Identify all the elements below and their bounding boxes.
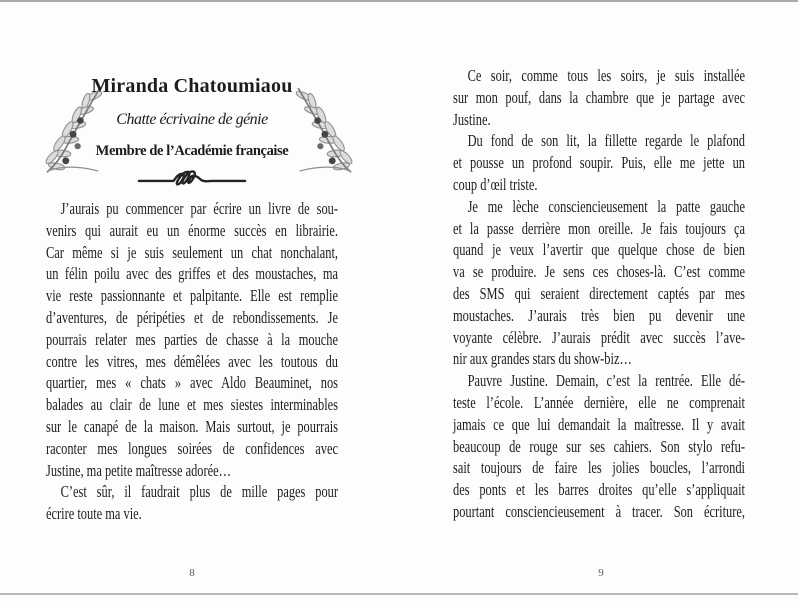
- text-line: C’est sûr, il faudrait plus de mille pages pour: [60, 482, 338, 502]
- text-line: Je me lèche consciencieusement la patte gauche: [467, 196, 745, 216]
- author-subtitle: Chatte écrivaine de génie: [116, 111, 268, 128]
- text-line: pourtant consciencieusement à tracer. Son écriture,: [453, 501, 745, 521]
- page-number-right: 9: [598, 567, 604, 579]
- page-number-left: 8: [189, 567, 195, 579]
- paragraph: [453, 370, 745, 523]
- text-line: des SMS qui seraient directement captés par mes: [453, 283, 745, 303]
- text-line: voyante célèbre. J’aurais prédit avec succès l’ave-: [453, 327, 745, 347]
- text-line: un félin poilu avec des griffes et des moustaches, ma: [46, 264, 338, 284]
- top-edge-line: [0, 0, 798, 2]
- text-line: moustaches. J’aurais très bien pu devenir une: [453, 305, 745, 325]
- text-line: venirs qui aurait eu un énorme succès en librairie.: [46, 220, 338, 240]
- text-line: sur le canapé de la maison. Mais surtout, je pourrais: [46, 416, 338, 436]
- paragraph: [46, 198, 338, 481]
- right-page-text: [453, 65, 745, 523]
- author-name: Miranda Chatoumiaou: [91, 75, 293, 97]
- text-line: Justine, ma petite maîtresse adorée…: [46, 460, 232, 480]
- text-line: des ponts et les barres droites qu’elle s’appliquait: [453, 480, 745, 500]
- text-line: teste l’école. L’année dernière, elle ne comprenait: [453, 392, 745, 412]
- text-line: contre les vitres, mes démêlées avec les toutous du: [46, 351, 338, 371]
- bottom-edge-line: [0, 593, 798, 595]
- text-line: J’aurais pu commencer par écrire un livre de sou-: [60, 199, 338, 218]
- text-line: beaucoup de rouge sur ses cahiers. Son stylo refu-: [453, 436, 745, 456]
- text-line: coup d’œil triste.: [453, 174, 538, 194]
- text-line: écrire toute ma vie.: [46, 504, 142, 524]
- text-line: pourrais relater mes parties de chasse à la mouche: [46, 329, 338, 349]
- text-line: Du fond de son lit, la fillette regarde le plafond: [467, 131, 745, 151]
- text-line: Justine.: [453, 109, 491, 129]
- text-line: raconter mes longues soirées de confidences avec: [46, 438, 338, 458]
- text-line: et pousse un profond soupir. Puis, elle me jette un: [453, 153, 745, 173]
- text-line: Ce soir, comme tous les soirs, je suis installée: [467, 66, 745, 85]
- text-line: nir aux grandes stars du show-biz…: [453, 349, 632, 369]
- rope-twist-divider: [134, 169, 250, 191]
- paragraph: [46, 481, 338, 525]
- text-line: sur mon pouf, dans la chambre que je partage avec: [453, 87, 745, 107]
- paragraph: [453, 196, 745, 370]
- text-line: sait toujours de faire les jolies boucles, l’arrondi: [453, 458, 745, 478]
- text-line: va se produire. Je sens ces choses-là. C’est comme: [453, 262, 745, 282]
- text-line: Car même si je suis seulement un chat nonchalant,: [46, 242, 338, 262]
- text-line: balades au clair de lune et mes siestes interminables: [46, 395, 338, 415]
- text-line: et la passe derrière mon oreille. Je fais toujours ça: [453, 218, 745, 238]
- author-affiliation: Membre de l’Académie française: [95, 143, 289, 159]
- text-line: quartier, mes « chats » avec Aldo Beauminet, nos: [46, 373, 338, 393]
- paragraph: [453, 130, 745, 195]
- text-line: vie reste passionnante et palpitante. Elle est remplie: [46, 286, 338, 306]
- paragraph: [453, 65, 745, 130]
- text-line: jamais ce que lui demandait la maîtresse. Il y avait: [453, 414, 745, 434]
- text-line: d’aventures, de péripéties et de rebondissements. Je: [46, 307, 338, 327]
- left-page-text: [46, 198, 338, 525]
- text-line: Pauvre Justine. Demain, c’est la rentrée. Elle dé-: [467, 371, 745, 391]
- chapter-header: [46, 74, 338, 160]
- text-line: quand je veux l’avertir que quelque chose de bien: [453, 240, 745, 260]
